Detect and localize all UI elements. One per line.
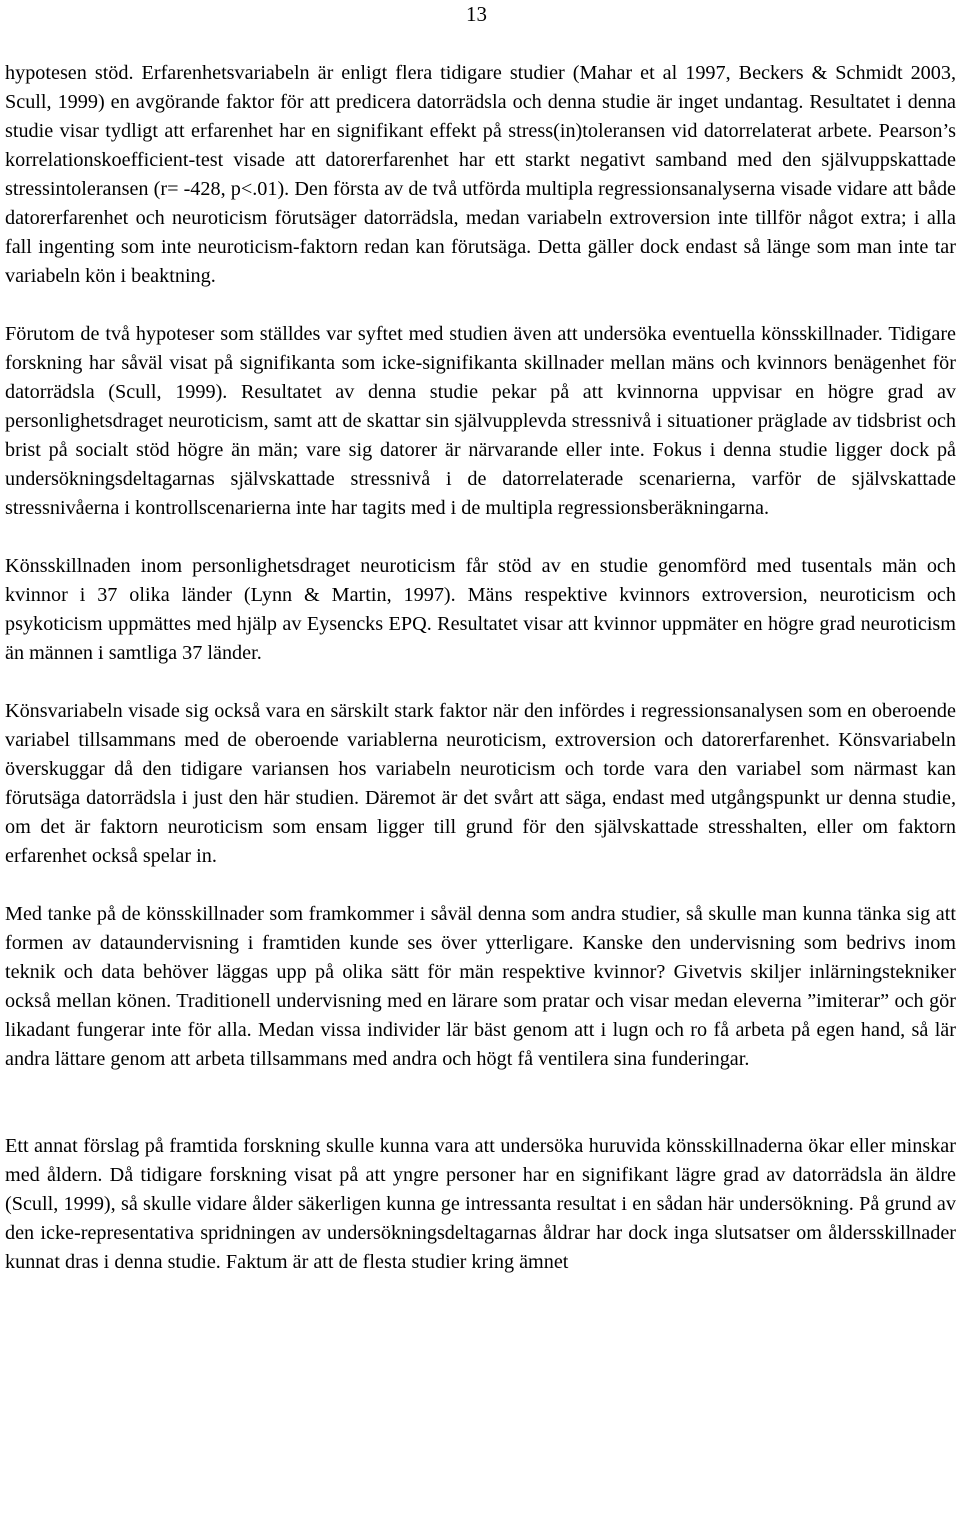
paragraph-teaching-suggestions: Med tanke på de könsskillnader som framkommer i såväl denna som andra studier, så skulle man kunna tänka sig att formen av dataundervisning i framtiden kunde ses över ytterligare. Kanske den undervisning som bedrivs inom teknik och data behöver läggas upp på olika sätt för män respektive kvinnor? Givetvis skiljer inlärningstekniker också mellan könen. Traditionell undervisning med en lärare som pratar och visar medan eleverna ”imiterar” och gör likadant fungerar inte för alla. Medan vissa individer lär bäst genom att i lugn och ro få arbeta på egen hand, så lär andra lättare genom att arbeta tillsammans med andra och högt få ventilera sina funderingar. [5, 903, 956, 1070]
paragraph-spacer [5, 291, 956, 320]
paragraph-spacer [5, 1074, 956, 1132]
body-text [5, 59, 956, 1277]
paragraph-gender-differences: Förutom de två hypoteser som ställdes var syftet med studien även att undersöka eventuella könsskillnader. Tidigare forskning har såväl visat på signifikanta som icke-signifikanta skillnader mellan mäns och kvinnors benägenhet för datorrädsla (Scull, 1999). Resultatet av denna studie pekar på att kvinnorna uppvisar en högre grad av personlighetsdraget neuroticism, samt att de skattar sin självupplevda stressnivå i situationer präglade av tidsbrist och brist på socialt stöd högre än män; vare sig datorer är närvarande eller inte. Fokus i denna studie ligger dock på undersökningsdeltagarnas självskattade stressnivå i de datorrelaterade scenarierna, varför de självskattade stressnivåerna i kontrollscenarierna inte har tagits med i de multipla regressionsberäkningarna. [5, 323, 956, 519]
paragraph-future-research: Ett annat förslag på framtida forskning skulle kunna vara att undersöka huruvida könsskillnaderna ökar eller minskar med åldern. Då tidigare forskning visat på att yngre personer har en signifikant lägre grad av datorrädsla än äldre (Scull, 1999), så skulle vidare ålder säkerligen kunna ge intressanta resultat i en sådan här undersökning. På grund av den icke-representativa spridningen av undersökningsdeltagarnas åldrar har dock inga slutsatser om åldersskillnader kunnat dras i denna studie. Faktum är att de flesta studier kring ämnet [5, 1135, 956, 1273]
paragraph-spacer [5, 668, 956, 697]
paragraph-spacer [5, 523, 956, 552]
paragraph-spacer [5, 871, 956, 900]
page-number: 13 [466, 2, 487, 26]
paragraph-experience-variable: hypotesen stöd. Erfarenhetsvariabeln är enligt flera tidigare studier (Mahar et al 1997, Beckers & Schmidt 2003, Scull, 1999) en avgörande faktor för att predicera datorrädsla och denna studie är inget undantag. Resultatet i denna studie visar tydligt att erfarenhet har en signifikant effekt på stress(in)toleransen vid datorrelaterat arbete. Pearson’s korrelationskoefficient-test visade att datorerfarenhet har ett starkt negativt samband med den självuppskattade stressintoleransen (r= -428, p<.01). Den första av de två utförda multipla regressionsanalyserna visade vidare att både datorerfarenhet och neuroticism förutsäger datorrädsla, medan variabeln extroversion inte tillför något extra; i alla fall ingenting som inte neuroticism-faktorn redan kan förutsäga. Detta gäller dock endast så länge som man inte tar variabeln kön i beaktning. [5, 62, 956, 287]
paragraph-neuroticism-study: Könsskillnaden inom personlighetsdraget neuroticism får stöd av en studie genomförd med tusentals män och kvinnor i 37 olika länder (Lynn & Martin, 1997). Mäns respektive kvinnors extroversion, neuroticism och psykoticism uppmättes med hjälp av Eysencks EPQ. Resultatet visar att kvinnor uppmäter en högre grad neuroticism än männen i samtliga 37 länder. [5, 555, 956, 664]
paragraph-gender-variable: Könsvariabeln visade sig också vara en särskilt stark faktor när den infördes i regressionsanalysen som en oberoende variabel tillsammans med de oberoende variablerna neuroticism, extroversion och datorerfarenhet. Könsvariabeln överskuggar då den tidigare variansen hos variabeln neuroticism och torde vara den variabel som närmast kan förutsäga datorrädsla i just den här studien. Däremot är det svårt att säga, endast med utgångspunkt ur denna studie, om det är faktorn neuroticism som ensam ligger till grund för den självskattade stresshalten, eller om faktorn erfarenhet också spelar in. [5, 700, 956, 867]
